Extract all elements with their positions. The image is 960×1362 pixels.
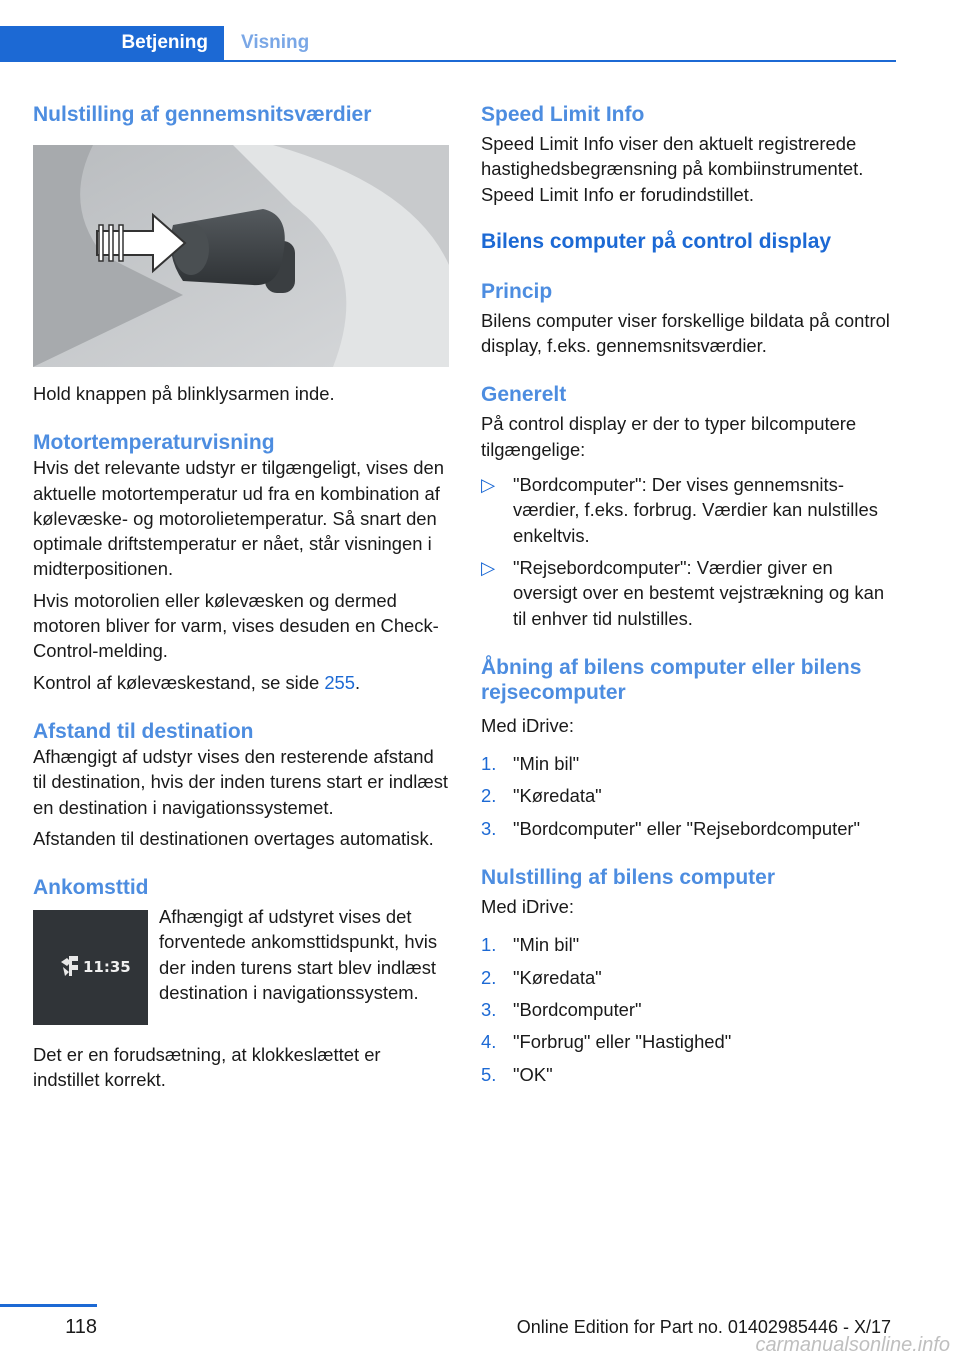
step-number: 3. xyxy=(481,817,497,839)
step-text: "Bordcomputer" eller "Rejsebordcomputer" xyxy=(513,817,861,839)
paragraph xyxy=(33,670,449,695)
list-item xyxy=(481,472,897,548)
tab-visning[interactable]: Visning xyxy=(241,32,310,53)
section-title-general: Generelt xyxy=(481,383,567,407)
paragraph: Speed Limit Info viser den aktuelt registrerede hastighedsbegrænsning på kombiinstrumentet. Speed Limit Info er forudindstillet. xyxy=(481,133,864,205)
list-item xyxy=(481,997,897,1022)
watermark: carmanualsonline.info xyxy=(755,1334,950,1356)
step-number: 4. xyxy=(481,1031,497,1053)
footer-rule xyxy=(0,1304,97,1307)
paragraph: Afhængigt af udstyret vises det forventede ankomsttidspunkt, hvis der inden turens start blev indlæst destination i navigationssystem. xyxy=(159,906,438,1004)
section-title-reset-averages: Nulstilling af gennemsnitsværdier xyxy=(33,103,372,126)
tab-bar xyxy=(0,26,896,62)
paragraph: På control display er der to typer bilcomputere tilgængelige: xyxy=(481,413,857,460)
step-text: "Bordcomputer" xyxy=(513,998,642,1020)
edition-note: Online Edition for Part no. 01402985446 - X/17 xyxy=(516,1317,891,1337)
step-text: "Min bil" xyxy=(513,934,580,956)
paragraph: Afhængigt af udstyr vises den resterende afstand til destination, hvis der inden turens start er indlæst en destination i navigationssystemet. xyxy=(33,745,449,818)
turn-signal-lever-illustration xyxy=(33,145,449,367)
list-item xyxy=(481,1029,897,1054)
paragraph: Hvis motorolien eller kølevæsken og dermed motoren bliver for varm, vises desuden en Check-Control-melding. xyxy=(33,589,439,662)
paragraph: Med iDrive: xyxy=(481,896,574,918)
page-link-255[interactable]: 255 xyxy=(324,671,356,693)
reset-steps-list xyxy=(481,932,897,1086)
paragraph: Afstanden til destinationen overtages automatisk. xyxy=(33,827,434,849)
list-item xyxy=(481,965,897,990)
list-item xyxy=(481,783,897,808)
list-item-text: "Bordcomputer": Der vises gennemsnitsværdier, f.eks. forbrug. Værdier kan nulstilles enkeltvis. xyxy=(513,474,878,546)
step-number: 2. xyxy=(481,966,497,988)
step-text: "Min bil" xyxy=(513,753,580,775)
step-text: "Forbrug" eller "Hastighed" xyxy=(513,1031,732,1053)
arrival-time-display-image xyxy=(33,910,148,1025)
section-title-speed-limit: Speed Limit Info xyxy=(481,103,645,126)
illustration-caption: Hold knappen på blinklysarmen inde. xyxy=(33,383,335,404)
open-steps-list xyxy=(481,751,897,841)
paragraph-text: Kontrol af kølevæskestand, se side xyxy=(33,671,325,693)
section-title-engine-temp: Motortemperaturvisning xyxy=(33,431,275,455)
list-item xyxy=(481,555,897,631)
section-title-open-computer: Åbning af bilens computer eller bilens rejsecomputer xyxy=(481,655,862,704)
section-title-arrival-time: Ankomsttid xyxy=(33,876,149,900)
section-title-distance: Afstand til destination xyxy=(33,719,254,743)
right-column xyxy=(481,102,897,1087)
step-text: "Køredata" xyxy=(513,966,602,988)
step-text: "Køredata" xyxy=(513,785,602,807)
list-item xyxy=(481,932,897,957)
arrival-clock-text: 11:35 xyxy=(83,958,131,977)
tab-underline xyxy=(0,60,896,62)
paragraph: Hvis det relevante udstyr er tilgængeligt, vises den aktuelle motortemperatur ud fra en kombination af kølevæske- og motorolietemperatur. Så snart den optimale driftstemperatur er nået, står visningen i midterpositionen. xyxy=(33,457,444,580)
list-item-text: "Rejsebordcomputer": Værdier giver en oversigt over en bestemt vejstrækning og kan til enhver tid nulstilles. xyxy=(513,556,885,629)
step-number: 1. xyxy=(481,753,497,775)
computer-types-list xyxy=(481,472,897,631)
step-number: 3. xyxy=(481,998,497,1020)
main-title-onboard-computer: Bilens computer på control display xyxy=(481,229,832,253)
page-number: 118 xyxy=(65,1316,97,1338)
step-text: "OK" xyxy=(513,1063,553,1085)
tab-betjening[interactable]: Betjening xyxy=(0,26,224,60)
arrival-block xyxy=(33,906,449,1028)
paragraph: Bilens computer viser forskellige bildata på control display, f.eks. gennemsnitsværdier. xyxy=(481,309,890,357)
step-number: 1. xyxy=(481,934,497,956)
step-number: 5. xyxy=(481,1063,497,1085)
list-item xyxy=(481,1062,897,1087)
paragraph: Med iDrive: xyxy=(481,714,574,736)
list-item xyxy=(481,816,897,841)
bullet-triangle-icon: ▷ xyxy=(481,556,496,578)
paragraph: Det er en forudsætning, at klokkeslættet er indstillet korrekt. xyxy=(33,1044,381,1091)
list-item xyxy=(481,751,897,776)
paragraph-text: . xyxy=(355,671,361,693)
bullet-triangle-icon: ▷ xyxy=(481,474,496,496)
step-number: 2. xyxy=(481,785,497,807)
section-title-reset-computer: Nulstilling af bilens computer xyxy=(481,866,776,890)
left-column xyxy=(33,102,449,1093)
section-title-principle: Princip xyxy=(481,279,553,303)
